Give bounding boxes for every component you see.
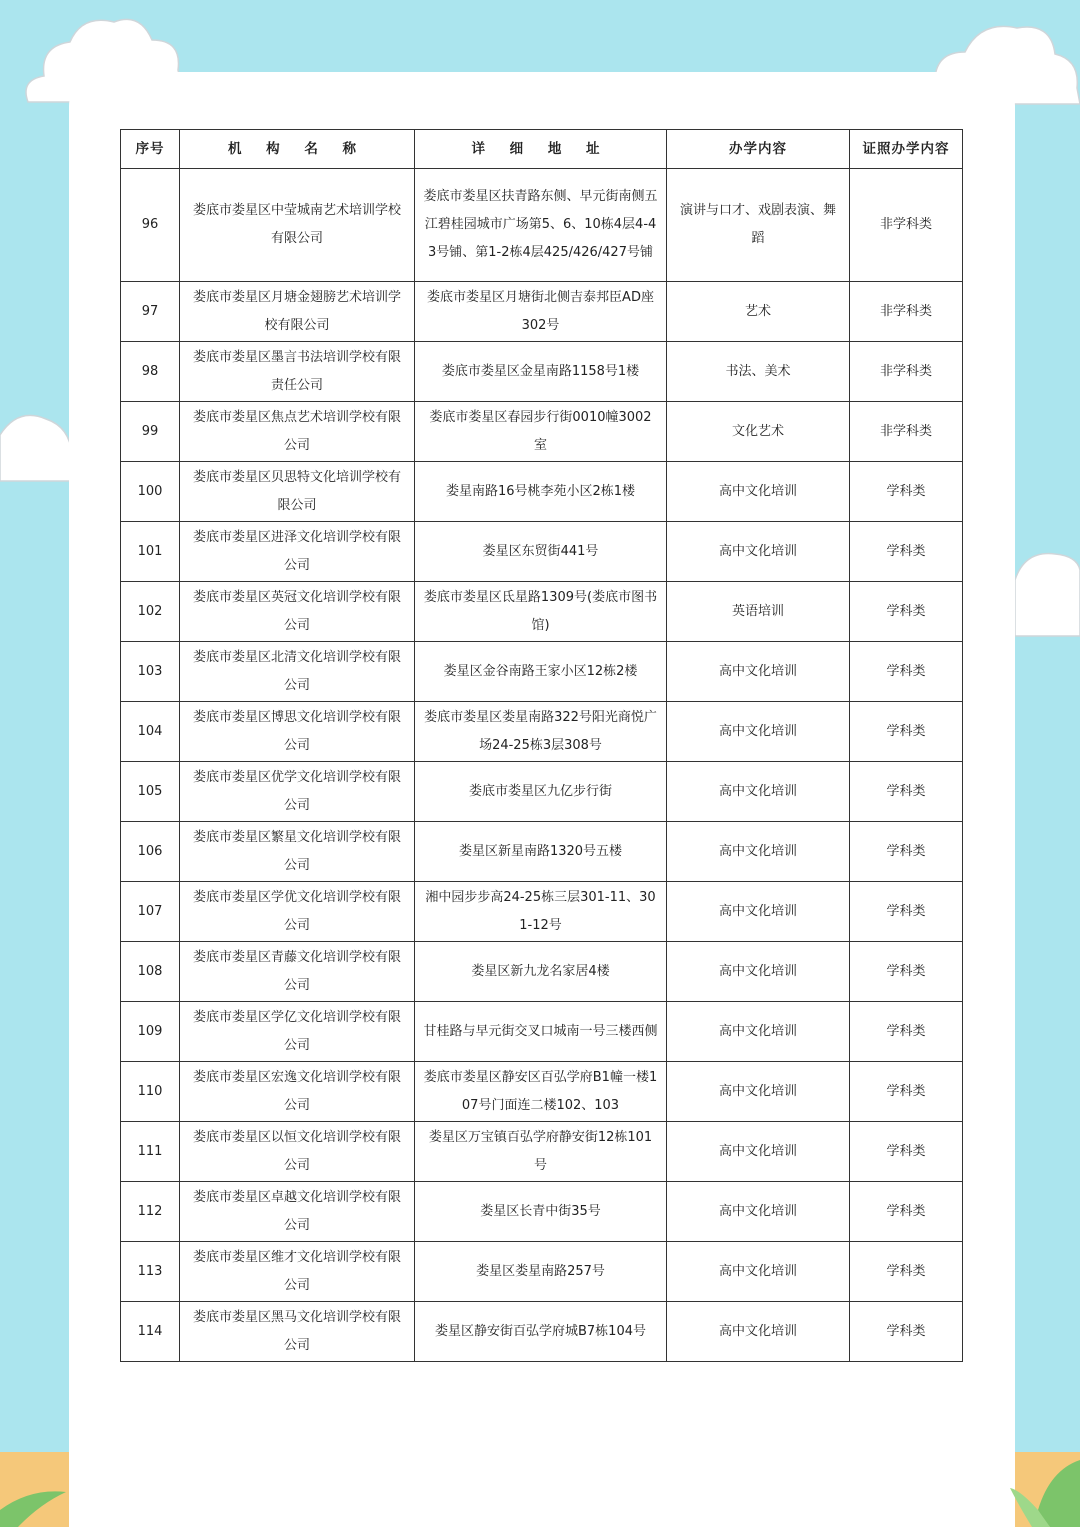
cell-name: 娄底市娄星区月塘金翅膀艺术培训学校有限公司 [180, 282, 415, 342]
cell-category: 学科类 [850, 1302, 963, 1362]
cell-no: 100 [121, 462, 180, 522]
cell-name: 娄底市娄星区黑马文化培训学校有限公司 [180, 1302, 415, 1362]
cell-address: 甘桂路与早元街交叉口城南一号三楼西侧 [415, 1002, 667, 1062]
grass-leaf-right-icon [1010, 1440, 1080, 1527]
cell-content: 文化艺术 [667, 402, 850, 462]
cell-category: 学科类 [850, 642, 963, 702]
registry-table [120, 129, 963, 1362]
cell-name: 娄底市娄星区博思文化培训学校有限公司 [180, 702, 415, 762]
cell-name: 娄底市娄星区繁星文化培训学校有限公司 [180, 822, 415, 882]
cell-content: 高中文化培训 [667, 882, 850, 942]
cell-no: 96 [121, 169, 180, 282]
cell-no: 106 [121, 822, 180, 882]
cell-content: 高中文化培训 [667, 522, 850, 582]
cell-name: 娄底市娄星区优学文化培训学校有限公司 [180, 762, 415, 822]
cell-content: 高中文化培训 [667, 1302, 850, 1362]
cell-content: 高中文化培训 [667, 462, 850, 522]
header-serial: 序号 [121, 130, 180, 169]
cell-category: 非学科类 [850, 169, 963, 282]
cell-no: 103 [121, 642, 180, 702]
cell-address: 娄底市娄星区月塘街北侧吉泰邦臣AD座302号 [415, 282, 667, 342]
cell-address: 娄星区长青中街35号 [415, 1182, 667, 1242]
cell-address: 娄星区万宝镇百弘学府静安街12栋101号 [415, 1122, 667, 1182]
cell-content: 高中文化培训 [667, 1002, 850, 1062]
cell-no: 101 [121, 522, 180, 582]
cell-content: 高中文化培训 [667, 1122, 850, 1182]
table-row [121, 582, 963, 642]
grass-leaf-left-icon [0, 1460, 72, 1527]
cell-content: 高中文化培训 [667, 642, 850, 702]
table-row [121, 1002, 963, 1062]
cell-name: 娄底市娄星区贝思特文化培训学校有限公司 [180, 462, 415, 522]
cell-content: 高中文化培训 [667, 762, 850, 822]
table-row [121, 169, 963, 282]
cell-name: 娄底市娄星区英冠文化培训学校有限公司 [180, 582, 415, 642]
cell-no: 112 [121, 1182, 180, 1242]
cell-address: 娄底市娄星区春园步行街0010幢3002室 [415, 402, 667, 462]
cell-no: 110 [121, 1062, 180, 1122]
cell-content: 高中文化培训 [667, 1062, 850, 1122]
table-row [121, 882, 963, 942]
table-row [121, 522, 963, 582]
cell-name: 娄底市娄星区青藤文化培训学校有限公司 [180, 942, 415, 1002]
cell-address: 娄星区金谷南路王家小区12栋2楼 [415, 642, 667, 702]
cell-name: 娄底市娄星区以恒文化培训学校有限公司 [180, 1122, 415, 1182]
cell-address: 娄底市娄星区氐星路1309号(娄底市图书馆) [415, 582, 667, 642]
cell-no: 99 [121, 402, 180, 462]
header-content: 办学内容 [667, 130, 850, 169]
cell-no: 102 [121, 582, 180, 642]
cell-content: 书法、美术 [667, 342, 850, 402]
cell-no: 108 [121, 942, 180, 1002]
cell-content: 高中文化培训 [667, 1182, 850, 1242]
cell-address: 娄底市娄星区静安区百弘学府B1幢一楼107号门面连二楼102、103 [415, 1062, 667, 1122]
cell-category: 学科类 [850, 702, 963, 762]
cell-name: 娄底市娄星区中莹城南艺术培训学校有限公司 [180, 169, 415, 282]
cell-category: 学科类 [850, 462, 963, 522]
table-row [121, 642, 963, 702]
cell-content: 高中文化培训 [667, 702, 850, 762]
table-row [121, 942, 963, 1002]
table-row [121, 402, 963, 462]
table-row [121, 1122, 963, 1182]
header-institution-name: 机 构 名 称 [180, 130, 415, 169]
cell-name: 娄底市娄星区维才文化培训学校有限公司 [180, 1242, 415, 1302]
cell-category: 学科类 [850, 942, 963, 1002]
cell-content: 演讲与口才、戏剧表演、舞蹈 [667, 169, 850, 282]
cell-name: 娄底市娄星区学亿文化培训学校有限公司 [180, 1002, 415, 1062]
cell-name: 娄底市娄星区学优文化培训学校有限公司 [180, 882, 415, 942]
cell-category: 学科类 [850, 522, 963, 582]
cell-category: 学科类 [850, 1122, 963, 1182]
header-address: 详 细 地 址 [415, 130, 667, 169]
cell-address: 娄星区新星南路1320号五楼 [415, 822, 667, 882]
cell-category: 学科类 [850, 762, 963, 822]
table-header-row [121, 130, 963, 169]
cell-address: 娄底市娄星区娄星南路322号阳光商悦广场24-25栋3层308号 [415, 702, 667, 762]
cell-name: 娄底市娄星区宏逸文化培训学校有限公司 [180, 1062, 415, 1122]
cloud-right-icon [1015, 540, 1080, 640]
cell-no: 105 [121, 762, 180, 822]
table-row [121, 702, 963, 762]
cell-name: 娄底市娄星区墨言书法培训学校有限责任公司 [180, 342, 415, 402]
cell-no: 104 [121, 702, 180, 762]
cell-no: 107 [121, 882, 180, 942]
table-row [121, 1182, 963, 1242]
cell-content: 艺术 [667, 282, 850, 342]
cell-address: 娄星区静安街百弘学府城B7栋104号 [415, 1302, 667, 1362]
table-row [121, 822, 963, 882]
cell-category: 非学科类 [850, 402, 963, 462]
cell-no: 109 [121, 1002, 180, 1062]
cell-category: 学科类 [850, 882, 963, 942]
cloud-left-icon [0, 405, 72, 485]
cell-address: 娄星南路16号桃李苑小区2栋1楼 [415, 462, 667, 522]
cell-name: 娄底市娄星区北清文化培训学校有限公司 [180, 642, 415, 702]
cell-category: 学科类 [850, 1182, 963, 1242]
cell-content: 高中文化培训 [667, 822, 850, 882]
cell-address: 娄底市娄星区扶青路东侧、早元街南侧五江碧桂园城市广场第5、6、10栋4层4-43号铺、第1-2栋4层425/426/427号铺 [415, 169, 667, 282]
table-row [121, 1242, 963, 1302]
cell-no: 114 [121, 1302, 180, 1362]
table-row [121, 762, 963, 822]
cell-address: 娄底市娄星区金星南路1158号1楼 [415, 342, 667, 402]
cell-content: 高中文化培训 [667, 942, 850, 1002]
cell-content: 高中文化培训 [667, 1242, 850, 1302]
cell-category: 非学科类 [850, 342, 963, 402]
cell-content: 英语培训 [667, 582, 850, 642]
cell-category: 非学科类 [850, 282, 963, 342]
cell-name: 娄底市娄星区进泽文化培训学校有限公司 [180, 522, 415, 582]
cell-no: 98 [121, 342, 180, 402]
cell-address: 娄星区东贸街441号 [415, 522, 667, 582]
cell-no: 97 [121, 282, 180, 342]
table-row [121, 1062, 963, 1122]
cell-address: 娄星区新九龙名家居4楼 [415, 942, 667, 1002]
table-row [121, 1302, 963, 1362]
cell-category: 学科类 [850, 582, 963, 642]
cell-name: 娄底市娄星区卓越文化培训学校有限公司 [180, 1182, 415, 1242]
cell-category: 学科类 [850, 1242, 963, 1302]
cell-address: 湘中园步步高24-25栋三层301-11、301-12号 [415, 882, 667, 942]
cell-address: 娄底市娄星区九亿步行街 [415, 762, 667, 822]
cell-no: 113 [121, 1242, 180, 1302]
table-row [121, 282, 963, 342]
cell-name: 娄底市娄星区焦点艺术培训学校有限公司 [180, 402, 415, 462]
cell-no: 111 [121, 1122, 180, 1182]
cell-category: 学科类 [850, 822, 963, 882]
cell-address: 娄星区娄星南路257号 [415, 1242, 667, 1302]
cell-category: 学科类 [850, 1002, 963, 1062]
header-license-category: 证照办学内容 [850, 130, 963, 169]
table-row [121, 462, 963, 522]
table-row [121, 342, 963, 402]
cell-category: 学科类 [850, 1062, 963, 1122]
